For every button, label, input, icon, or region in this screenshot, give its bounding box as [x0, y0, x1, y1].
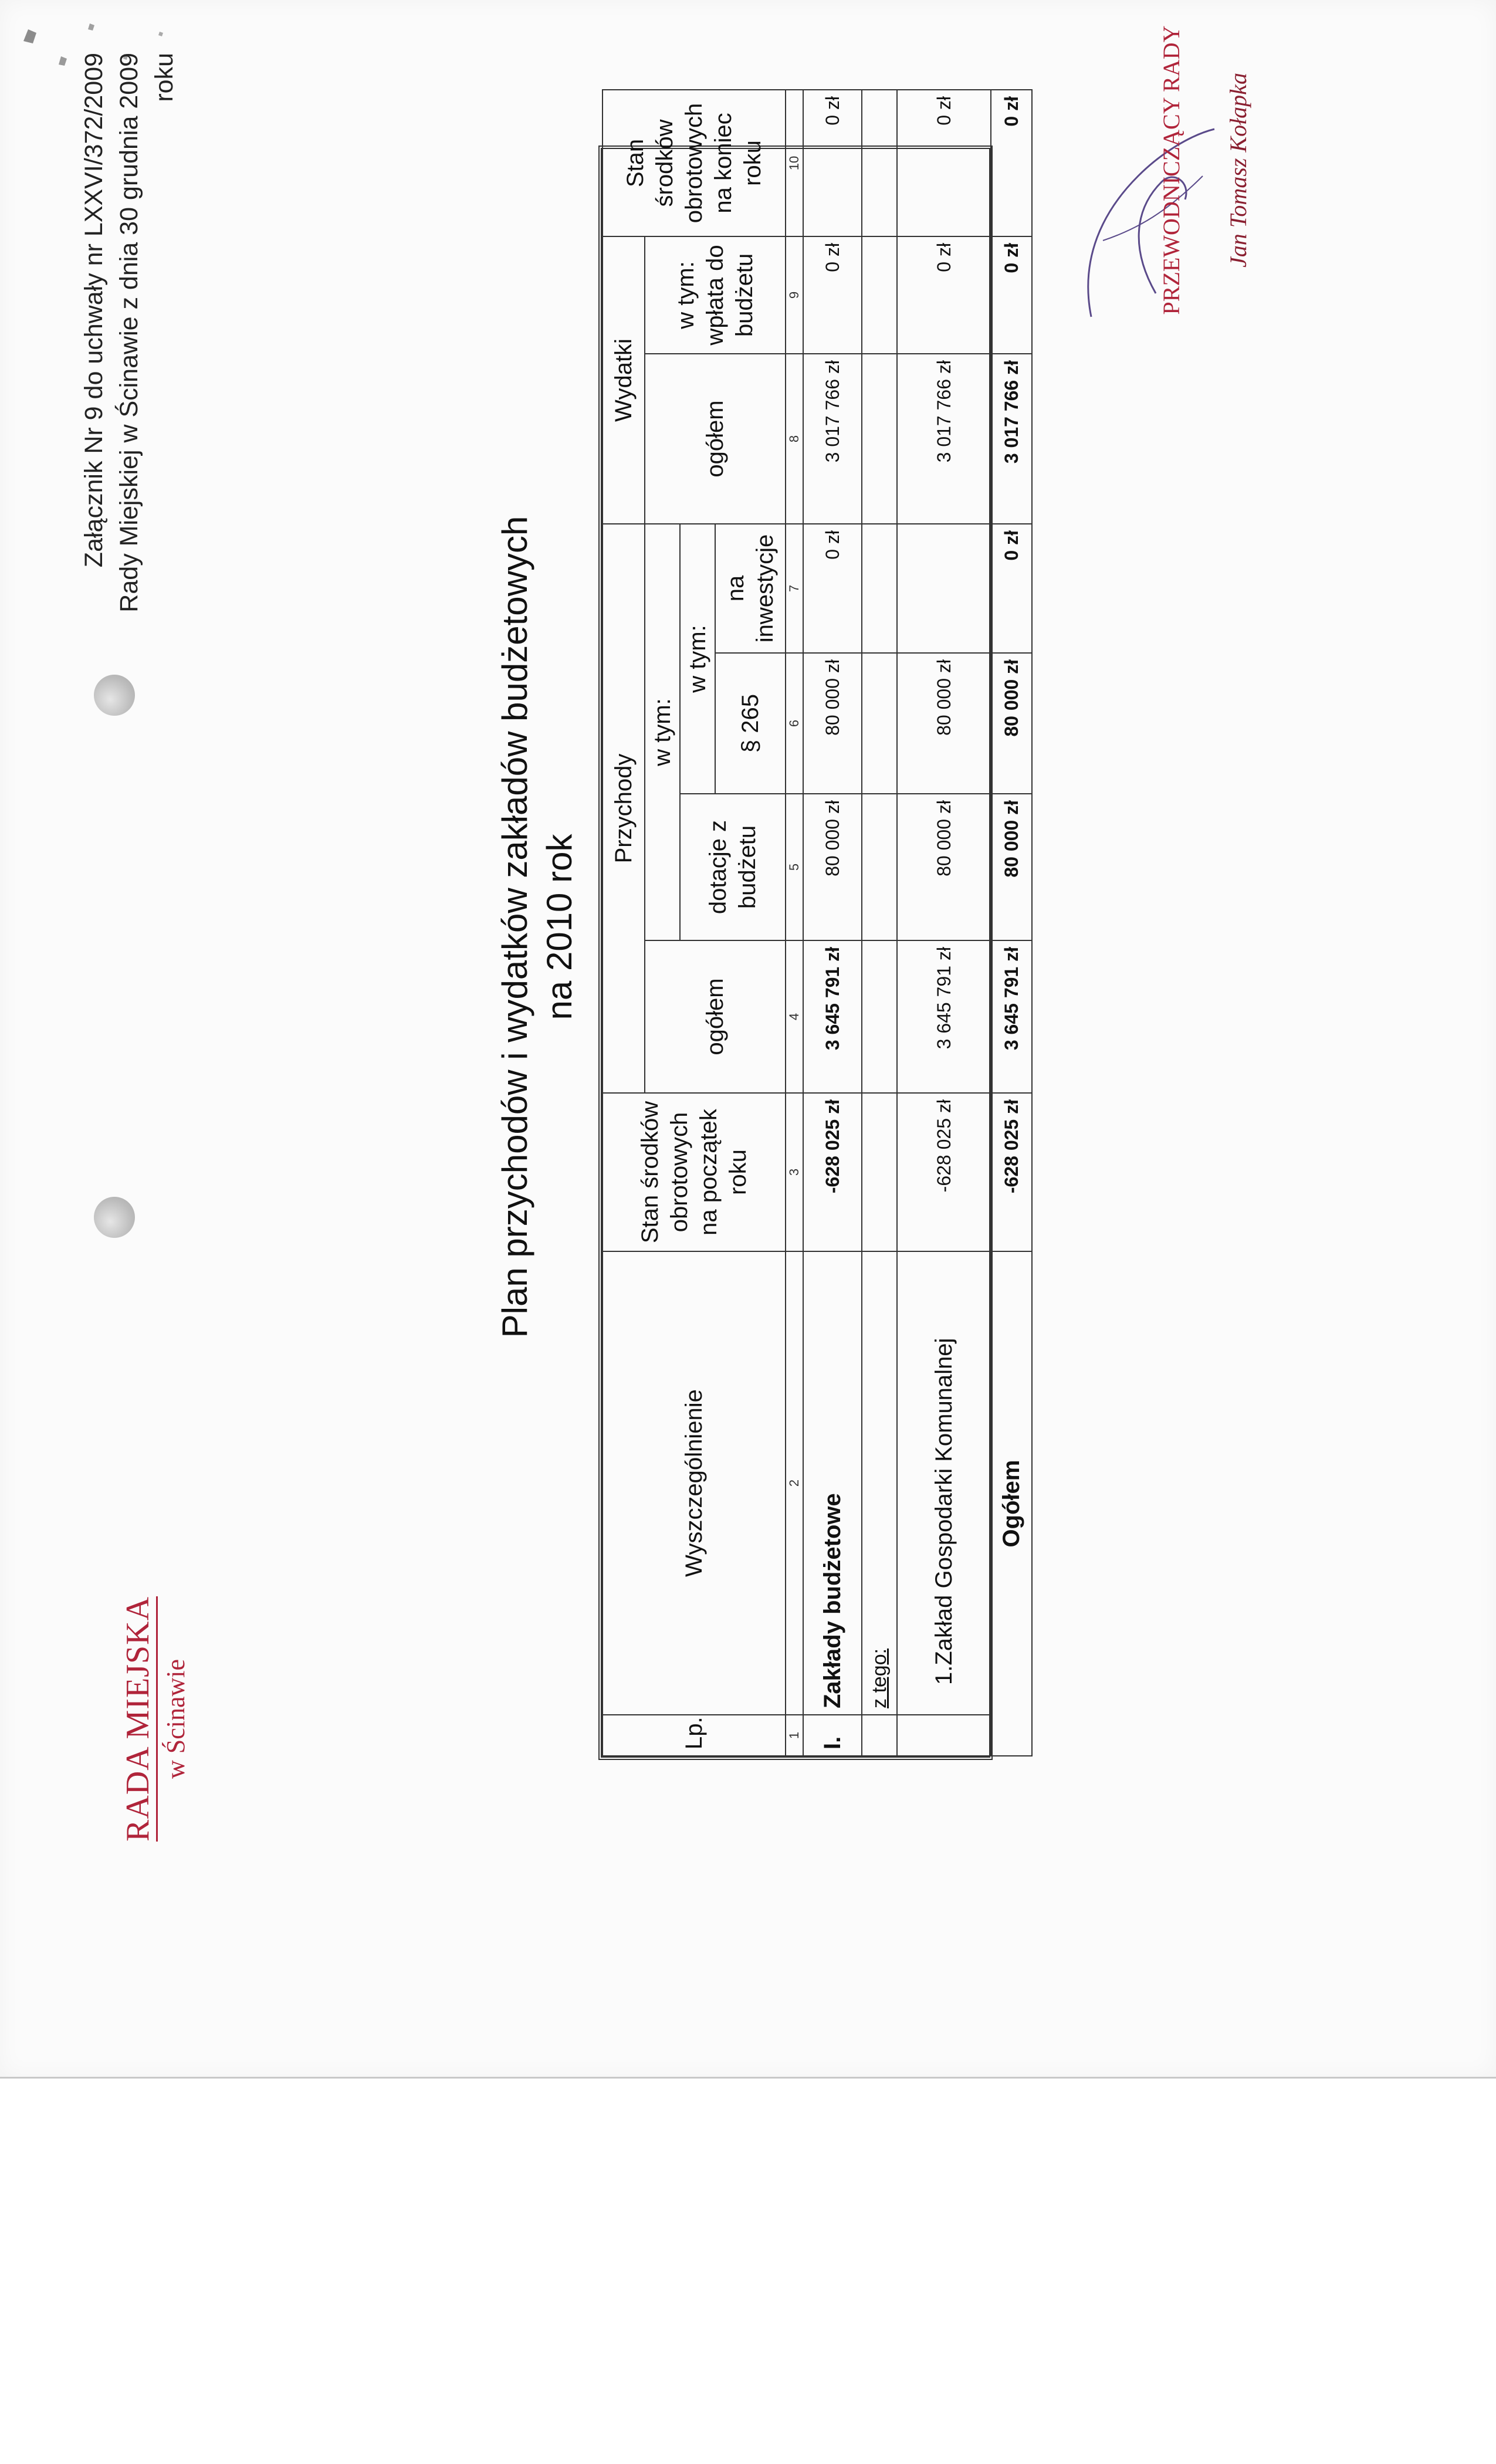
cell-value: 3 645 791 zł — [897, 940, 991, 1093]
cell-value — [862, 794, 897, 940]
total-value: -628 025 zł — [991, 1093, 1032, 1251]
table-row-zaklady — [803, 90, 862, 1756]
title-line1: Plan przychodów i wydatków zakładów budżetowych — [495, 516, 534, 1338]
signature-name: Jan Tomasz Kołapka — [1225, 73, 1251, 268]
col-inwestycje-header: na inwestycje — [715, 524, 786, 653]
column-number: 10 — [786, 90, 803, 236]
total-value: 3 017 766 zł — [991, 354, 1032, 524]
cell-value: 0 zł — [803, 236, 862, 354]
cell-value — [862, 524, 897, 653]
row-lp — [897, 1715, 991, 1756]
column-number-row — [786, 90, 803, 1756]
row-name-text: z tego: — [868, 1648, 891, 1708]
council-stamp — [117, 1543, 194, 1895]
column-number: 9 — [786, 236, 803, 354]
cell-value: 0 zł — [803, 90, 862, 236]
total-label: Ogółem — [991, 1251, 1032, 1756]
col-przychody-ogolem-header: ogółem — [645, 940, 786, 1093]
col-par265-header: § 265 — [715, 653, 786, 794]
punch-hole-right — [94, 675, 135, 716]
row-lp: I. — [803, 1715, 862, 1756]
signature-block — [1156, 0, 1254, 375]
col-wplata-header: w tym: wpłata do budżetu — [645, 236, 786, 354]
col-wydatki-ogolem-header: ogółem — [645, 354, 786, 524]
attachment-line2: Rady Miejskiej w Ścinawie z dnia 30 grudnia 2009 roku — [115, 53, 178, 612]
row-name: 1.Zakład Gospodarki Komunalnej — [897, 1251, 991, 1715]
cell-value: -628 025 zł — [897, 1093, 991, 1251]
cell-value: 80 000 zł — [897, 653, 991, 794]
table-row-zgk — [897, 90, 991, 1756]
column-number: 8 — [786, 354, 803, 524]
column-number: 3 — [786, 1093, 803, 1251]
cell-value — [897, 524, 991, 653]
col-przychody-header: Przychody — [603, 524, 645, 1093]
total-value: 80 000 zł — [991, 653, 1032, 794]
stamp-line2: w Ścinawie — [161, 1659, 190, 1779]
column-number: 4 — [786, 940, 803, 1093]
background-below-page — [0, 2079, 1496, 2464]
attachment-note — [76, 53, 182, 639]
cell-value: 3 645 791 zł — [803, 940, 862, 1093]
cell-value: 80 000 zł — [897, 794, 991, 940]
signature-title: PRZEWODNICZĄCY RADY — [1158, 25, 1184, 315]
row-name — [862, 1251, 897, 1715]
cell-value: -628 025 zł — [803, 1093, 862, 1251]
total-value: 0 zł — [991, 236, 1032, 354]
column-number: 1 — [786, 1715, 803, 1756]
cell-value — [862, 354, 897, 524]
table-row-total — [991, 90, 1032, 1756]
col-lp-header: Lp. — [603, 1715, 786, 1756]
row-name: Zakłady budżetowe — [803, 1251, 862, 1715]
cell-value: 80 000 zł — [803, 794, 862, 940]
col-name-header: Wyszczególnienie — [603, 1251, 786, 1715]
cell-value: 0 zł — [803, 524, 862, 653]
cell-value: 3 017 766 zł — [897, 354, 991, 524]
budget-table — [602, 89, 1033, 1756]
row-lp — [862, 1715, 897, 1756]
col-stan-pocz-header: Stan środków obrotowych na początek roku — [603, 1093, 786, 1251]
col-w-tym2-header: w tym: — [680, 524, 715, 794]
col-stan-kon-header: Stan środków obrotowych na koniec roku — [603, 90, 786, 236]
col-dotacje-header: dotacje z budżetu — [680, 794, 786, 940]
cell-value: 0 zł — [897, 236, 991, 354]
column-number: 7 — [786, 524, 803, 653]
cell-value — [862, 940, 897, 1093]
cell-value — [862, 236, 897, 354]
budget-table-frame — [598, 96, 1024, 1760]
cell-value — [862, 653, 897, 794]
cell-value — [862, 1093, 897, 1251]
cell-value: 3 017 766 zł — [803, 354, 862, 524]
cell-value: 0 zł — [897, 90, 991, 236]
header-row-1 — [603, 90, 645, 1756]
column-number: 6 — [786, 653, 803, 794]
stamp-line1: RADA MIEJSKA — [120, 1596, 158, 1842]
total-value: 3 645 791 zł — [991, 940, 1032, 1093]
cell-value: 80 000 zł — [803, 653, 862, 794]
col-w-tym-header: w tym: — [645, 524, 680, 940]
cell-value — [862, 90, 897, 236]
total-value: 80 000 zł — [991, 794, 1032, 940]
attachment-line1: Załącznik Nr 9 do uchwały nr LXXVI/372/2009 — [80, 53, 108, 568]
document-title — [493, 223, 582, 1631]
punch-hole-left — [94, 1197, 135, 1238]
column-number: 2 — [786, 1251, 803, 1715]
column-number: 5 — [786, 794, 803, 940]
col-wydatki-header: Wydatki — [603, 236, 645, 524]
total-value: 0 zł — [991, 90, 1032, 236]
title-line2: na 2010 rok — [540, 834, 579, 1020]
table-row-z-tego — [862, 90, 897, 1756]
total-value: 0 zł — [991, 524, 1032, 653]
